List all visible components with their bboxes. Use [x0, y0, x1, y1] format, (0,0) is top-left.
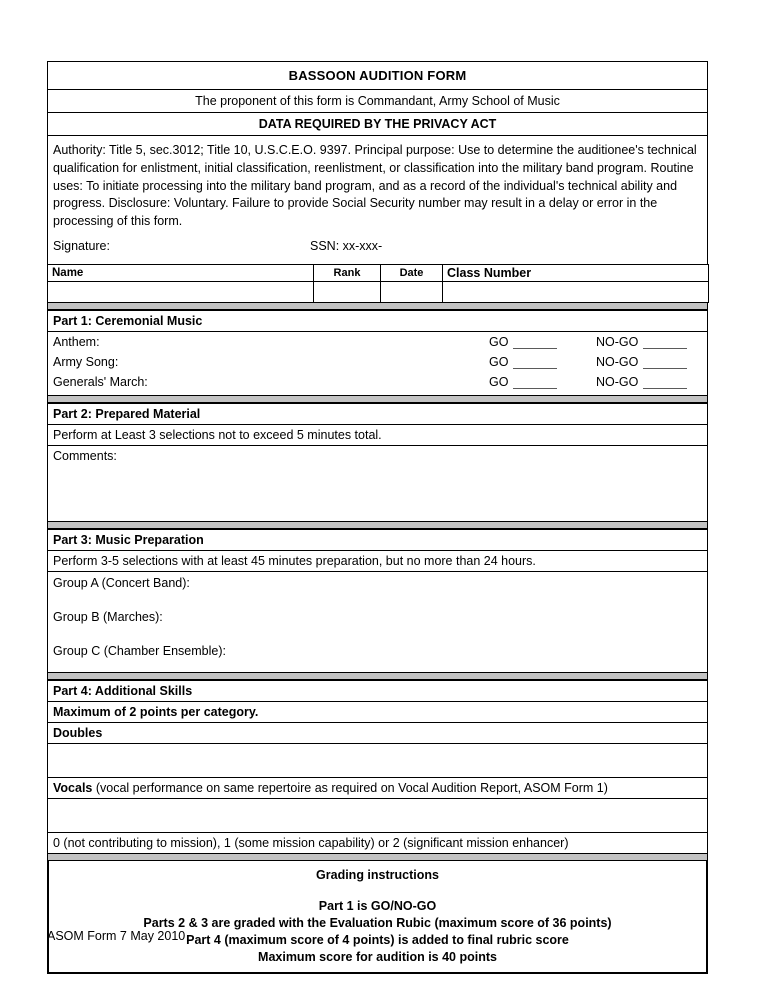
ssn-label: SSN: xx-xxx- [310, 238, 383, 253]
column-header-date: Date [399, 266, 424, 279]
name-field[interactable] [48, 282, 313, 302]
go-blank[interactable] [513, 335, 557, 349]
form-footer: ASOM Form 7 May 2010 [47, 929, 186, 943]
go-label: GO [489, 335, 509, 349]
go-blank[interactable] [513, 355, 557, 369]
form-title-row [48, 62, 708, 90]
signature-ssn-row [48, 233, 707, 264]
identity-table [47, 264, 709, 303]
privacy-act-text: Authority: Title 5, sec.3012; Title 10, U.S.C.E.O. 9397. Principal purpose: Use to determine the auditionee's technical qualification for enlistment, initial classification, reenlistment, or classification into the military band program. Routine uses: To initiate processing into the military band program, and as a record of the individual's technical ability and progress. Disclosure: Voluntary. Failure to provide Social Security number may result in a delay or error in the processing of this form. [53, 143, 697, 228]
table-row [48, 281, 709, 302]
date-field[interactable] [381, 282, 442, 302]
part1-heading: Part 1: Ceremonial Music [47, 309, 708, 332]
proponent-row [48, 90, 708, 113]
part1-go-anthem[interactable] [489, 335, 557, 349]
grading-instructions-box [47, 860, 708, 974]
audition-form [47, 61, 708, 974]
grading-line-3: Part 4 (maximum score of 4 points) is added to final rubric score [186, 932, 569, 947]
part1-nogo-generals-march[interactable] [596, 375, 687, 389]
column-header-name: Name [52, 266, 84, 279]
part4-doubles-label: Doubles [47, 723, 708, 744]
part4-vocals-label: Vocals [53, 781, 93, 795]
part3-group-b[interactable] [53, 610, 702, 644]
part4-heading: Part 4: Additional Skills [47, 679, 708, 702]
privacy-act-heading: DATA REQUIRED BY THE PRIVACY ACT [258, 117, 497, 131]
part4-vocals-field[interactable] [47, 799, 708, 833]
part1-item-label: Army Song: [53, 355, 119, 369]
part1-item-anthem [48, 333, 707, 353]
signature-label: Signature: [53, 238, 110, 253]
part4-max-note: Maximum of 2 points per category. [47, 702, 708, 723]
go-label: GO [489, 375, 509, 389]
part3-instruction: Perform 3-5 selections with at least 45 minutes preparation, but no more than 24 hours. [47, 551, 708, 572]
part4-doubles-value[interactable] [48, 744, 707, 764]
part3-group-c[interactable] [53, 644, 702, 666]
nogo-blank[interactable] [643, 375, 687, 389]
nogo-blank[interactable] [643, 335, 687, 349]
part1-item-generals-march [48, 373, 707, 393]
part3-group-c-label: Group C (Chamber Ensemble): [53, 644, 226, 658]
column-header-class-number: Class Number [447, 265, 532, 280]
part2-comments-box[interactable] [47, 446, 708, 522]
part1-item-label: Anthem: [53, 335, 100, 349]
grading-line-4: Maximum score for audition is 40 points [258, 949, 497, 964]
part4-vocals-note: (vocal performance on same repertoire as required on Vocal Audition Report, ASOM Form 1) [92, 781, 608, 795]
class-number-field[interactable] [443, 282, 708, 302]
part1-go-army-song[interactable] [489, 355, 557, 369]
part2-heading: Part 2: Prepared Material [47, 402, 708, 425]
part3-groups-box [47, 572, 708, 673]
nogo-label: NO-GO [596, 375, 639, 389]
part3-group-a-label: Group A (Concert Band): [53, 576, 190, 590]
nogo-label: NO-GO [596, 335, 639, 349]
part1-nogo-army-song[interactable] [596, 355, 687, 369]
grading-line-2: Parts 2 & 3 are graded with the Evaluation Rubic (maximum score of 36 points) [143, 915, 612, 930]
privacy-heading-row [48, 113, 708, 136]
part1-items [47, 332, 708, 396]
part2-comments-label: Comments: [53, 449, 117, 463]
part3-group-a[interactable] [53, 576, 702, 610]
go-blank[interactable] [513, 375, 557, 389]
nogo-blank[interactable] [643, 355, 687, 369]
rank-field[interactable] [314, 282, 380, 302]
page-title: BASSOON AUDITION FORM [288, 68, 467, 83]
grading-line-1: Part 1 is GO/NO-GO [318, 898, 437, 913]
part4-scale-note: 0 (not contributing to mission), 1 (some mission capability) or 2 (significant mission enhancer) [47, 833, 708, 854]
part4-vocals-row [47, 778, 708, 799]
column-header-rank: Rank [333, 266, 361, 279]
privacy-body-row [48, 136, 708, 265]
part1-item-army-song [48, 353, 707, 373]
go-label: GO [489, 355, 509, 369]
part3-heading: Part 3: Music Preparation [47, 528, 708, 551]
proponent-text: The proponent of this form is Commandant, Army School of Music [195, 94, 560, 108]
part1-item-label: Generals' March: [53, 375, 148, 389]
part1-go-generals-march[interactable] [489, 375, 557, 389]
part4-vocals-value[interactable] [48, 799, 707, 819]
form-header-table [47, 61, 708, 265]
nogo-label: NO-GO [596, 355, 639, 369]
part4-doubles-field[interactable] [47, 744, 708, 778]
part3-group-b-label: Group B (Marches): [53, 610, 163, 624]
part1-nogo-anthem[interactable] [596, 335, 687, 349]
identity-header-row [48, 264, 709, 281]
part2-instruction: Perform at Least 3 selections not to exceed 5 minutes total. [47, 425, 708, 446]
grading-spacer [54, 884, 701, 898]
grading-heading: Grading instructions [316, 868, 439, 882]
